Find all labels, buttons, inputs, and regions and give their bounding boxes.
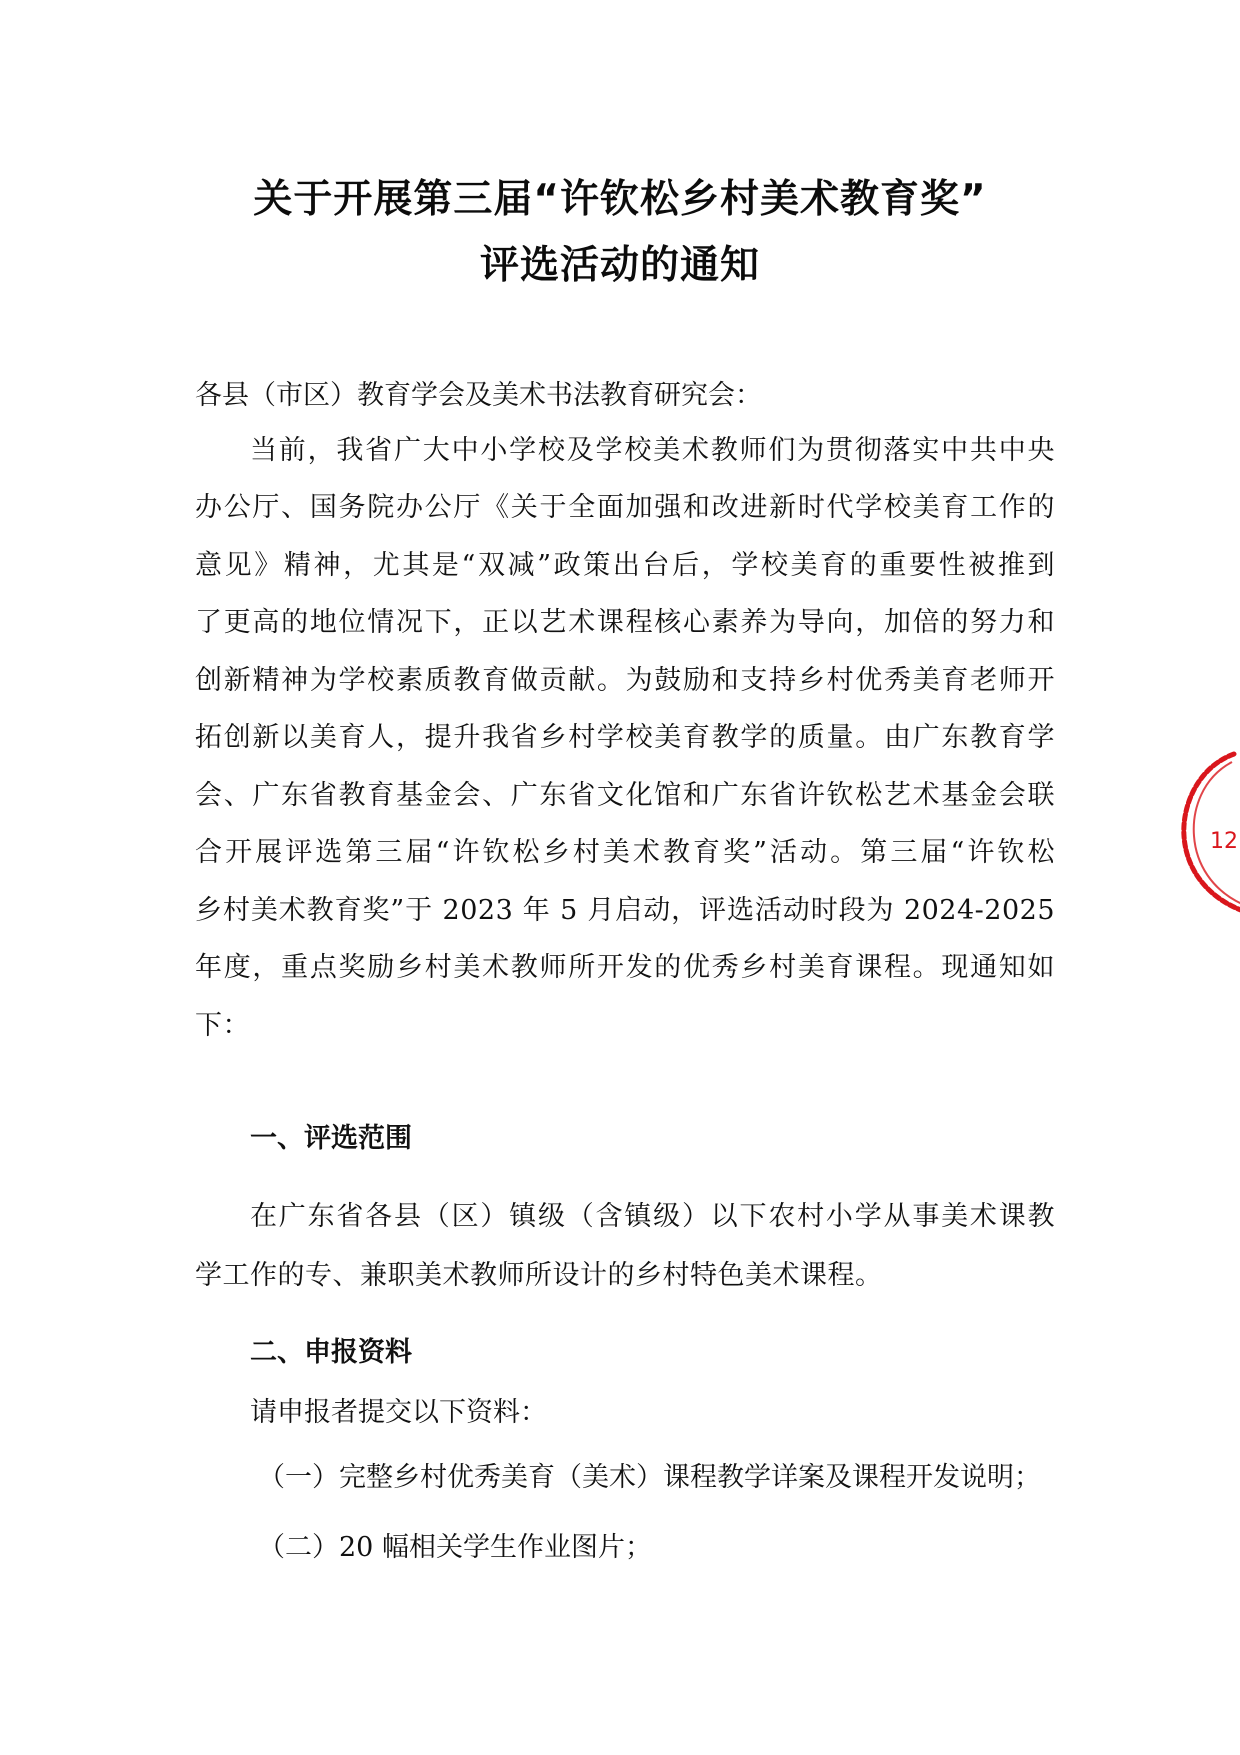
intro-line: 拓创新以美育人，提升我省乡村学校美育教学的质量。由广东教育学 xyxy=(195,722,1055,753)
intro-line: 办公厅、国务院办公厅《关于全面加强和改进新时代学校美育工作的 xyxy=(195,492,1055,523)
seal-mark-text: 12 xyxy=(1210,829,1238,854)
materials-item: （一）完整乡村优秀美育（美术）课程教学详案及课程开发说明； xyxy=(258,1462,1041,1493)
seal-stamp-icon xyxy=(1176,748,1240,918)
section-heading-materials: 二、申报资料 xyxy=(250,1337,412,1368)
intro-line: 会、广东省教育基金会、广东省文化馆和广东省许钦松艺术基金会联 xyxy=(195,780,1055,811)
materials-intro: 请申报者提交以下资料： xyxy=(250,1397,547,1428)
salutation: 各县（市区）教育学会及美术书法教育研究会： xyxy=(195,380,762,411)
intro-line: 下： xyxy=(195,1010,250,1041)
intro-line: 当前，我省广大中小学校及学校美术教师们为贯彻落实中共中央 xyxy=(250,435,1055,466)
section-heading-scope: 一、评选范围 xyxy=(250,1123,412,1154)
intro-line: 乡村美术教育奖”于 2023 年 5 月启动，评选活动时段为 2024-2025 xyxy=(195,895,1055,926)
intro-line: 年度，重点奖励乡村美术教师所开发的优秀乡村美育课程。现通知如 xyxy=(195,952,1055,983)
intro-line: 创新精神为学校素质教育做贡献。为鼓励和支持乡村优秀美育老师开 xyxy=(195,665,1055,696)
intro-line: 合开展评选第三届“许钦松乡村美术教育奖”活动。第三届“许钦松 xyxy=(195,837,1055,868)
document-title-line-1: 关于开展第三届“许钦松乡村美术教育奖” xyxy=(253,177,987,222)
scope-line: 学工作的专、兼职美术教师所设计的乡村特色美术课程。 xyxy=(195,1260,883,1291)
scope-line: 在广东省各县（区）镇级（含镇级）以下农村小学从事美术课教 xyxy=(250,1201,1055,1232)
document-title-line-2: 评选活动的通知 xyxy=(479,243,760,288)
intro-line: 了更高的地位情况下，正以艺术课程核心素养为导向，加倍的努力和 xyxy=(195,607,1055,638)
materials-item: （二）20 幅相关学生作业图片； xyxy=(258,1532,652,1563)
intro-line: 意见》精神，尤其是“双减”政策出台后，学校美育的重要性被推到 xyxy=(195,550,1055,581)
